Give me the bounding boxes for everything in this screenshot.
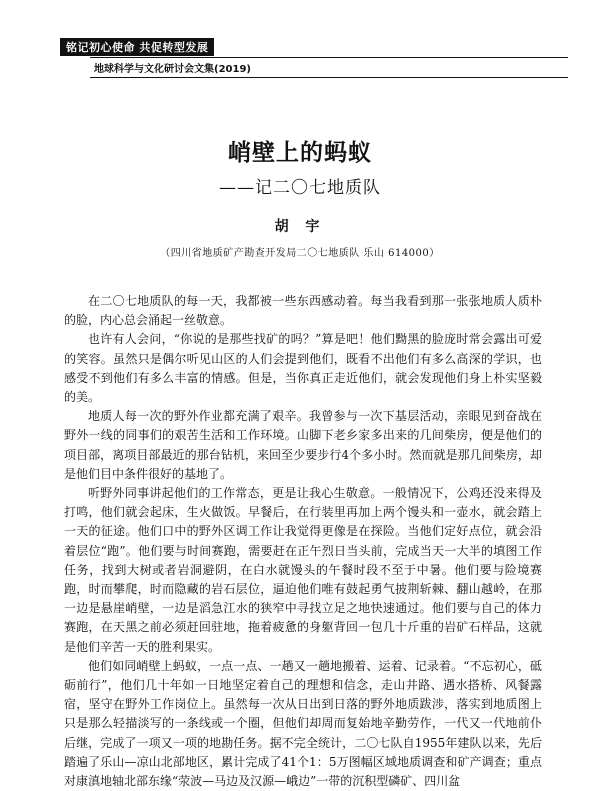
author-affiliation: （四川省地质矿产勘查开发局二〇七地质队 乐山 614000） bbox=[160, 248, 440, 259]
paragraph: 他们如同峭壁上蚂蚁，一点一点、一趟又一趟地搬着、运着、记录着。“不忘初心，砥砺前行”，他们几十年如一日地坚定着自己的理想和信念，走山井路、遇水搭桥、风餐露宿，坚守在野外工作岗位上。虽然每一次从日出到日落的野外地质跋涉，落实到地质图上只是那么轻描淡写的一条线或一个圈，但他们却周而复始地辛勤劳作，一代又一代地前仆后继，完成了一项又一项的地勘任务。据不完全统计，二〇七队自1955年建队以来，先后踏遍了乐山—凉山北部地区，累计完成了41个1：5万图幅区域地质调查和矿产调查；重点对康滇地轴北部东缘“荥波—马边及汉源—峨边”一带的沉积型磷矿、四川盆 bbox=[64, 658, 542, 789]
running-header bbox=[60, 36, 580, 78]
paragraph: 在二〇七地质队的每一天，我都被一些东西感动着。每当我看到那一张张地质人质朴的脸，内心总会涌起一丝敬意。 bbox=[64, 294, 542, 328]
header-banner: 铭记初心使命 共促转型发展 bbox=[60, 38, 214, 56]
paragraph: 地质人每一次的野外作业都充满了艰辛。我曾参与一次下基层活动，亲眼见到奋战在野外一线的同事们的艰苦生活和工作环境。山脚下老乡家多出来的几间柴房，便是他们的项目部，离项目部最近的那台钻机，来回至少要步行4个多小时。然而就是那几间柴房，却是他们目中条件很好的基地了。 bbox=[64, 409, 542, 481]
paragraph: 听野外同事讲起他们的工作常态，更是让我心生敬意。一般情况下，公鸡还没来得及打鸣，他们就会起床，生火做饭。早餐后，在行装里再加上两个馒头和一壶水，就会踏上一天的征途。他们口中的野外区调工作让我觉得更像是在探险。当他们定好点位，就会沿着层位“跑”。他们要与时间赛跑，需要赶在正午烈日当头前，完成当天一大半的填图工作任务，找到大树或者岩洞避阴，在白水就馒头的午餐时段不至于中暑。他们要与险境赛跑，时而攀爬，时而隐藏的岩石层位，逼迫他们唯有鼓起勇气披荆斩棘、翻山越岭，在那一边是悬崖峭壁，一边是滔急江水的狭窄中寻找立足之地快速通过。他们要与自己的体力赛跑，在天黑之前必须赶回驻地，拖着疲惫的身躯背回一包几十斤重的岩矿石样品，这就是他们辛苦一天的胜利果实。 bbox=[64, 486, 542, 654]
paragraph: 也许有人会问，“你说的是那些找矿的吗？”算是吧！他们黝黑的脸庞时常会露出可爱的笑容。虽然只是偶尔听见山区的人们会提到他们，既看不出他们有多么高深的学识，也感受不到他们有多么丰富的情感。但是，当你真正走近他们，就会发现他们身上朴实坚毅的美。 bbox=[64, 332, 542, 405]
article-title: 峭壁上的蚂蚁 bbox=[228, 139, 372, 166]
article-author: 胡 宇 bbox=[274, 219, 326, 235]
article-subtitle: ——记二〇七地质队 bbox=[219, 178, 381, 198]
article-body bbox=[64, 292, 542, 791]
header-subtitle: 地球科学与文化研讨会文集(2019) bbox=[90, 57, 568, 78]
